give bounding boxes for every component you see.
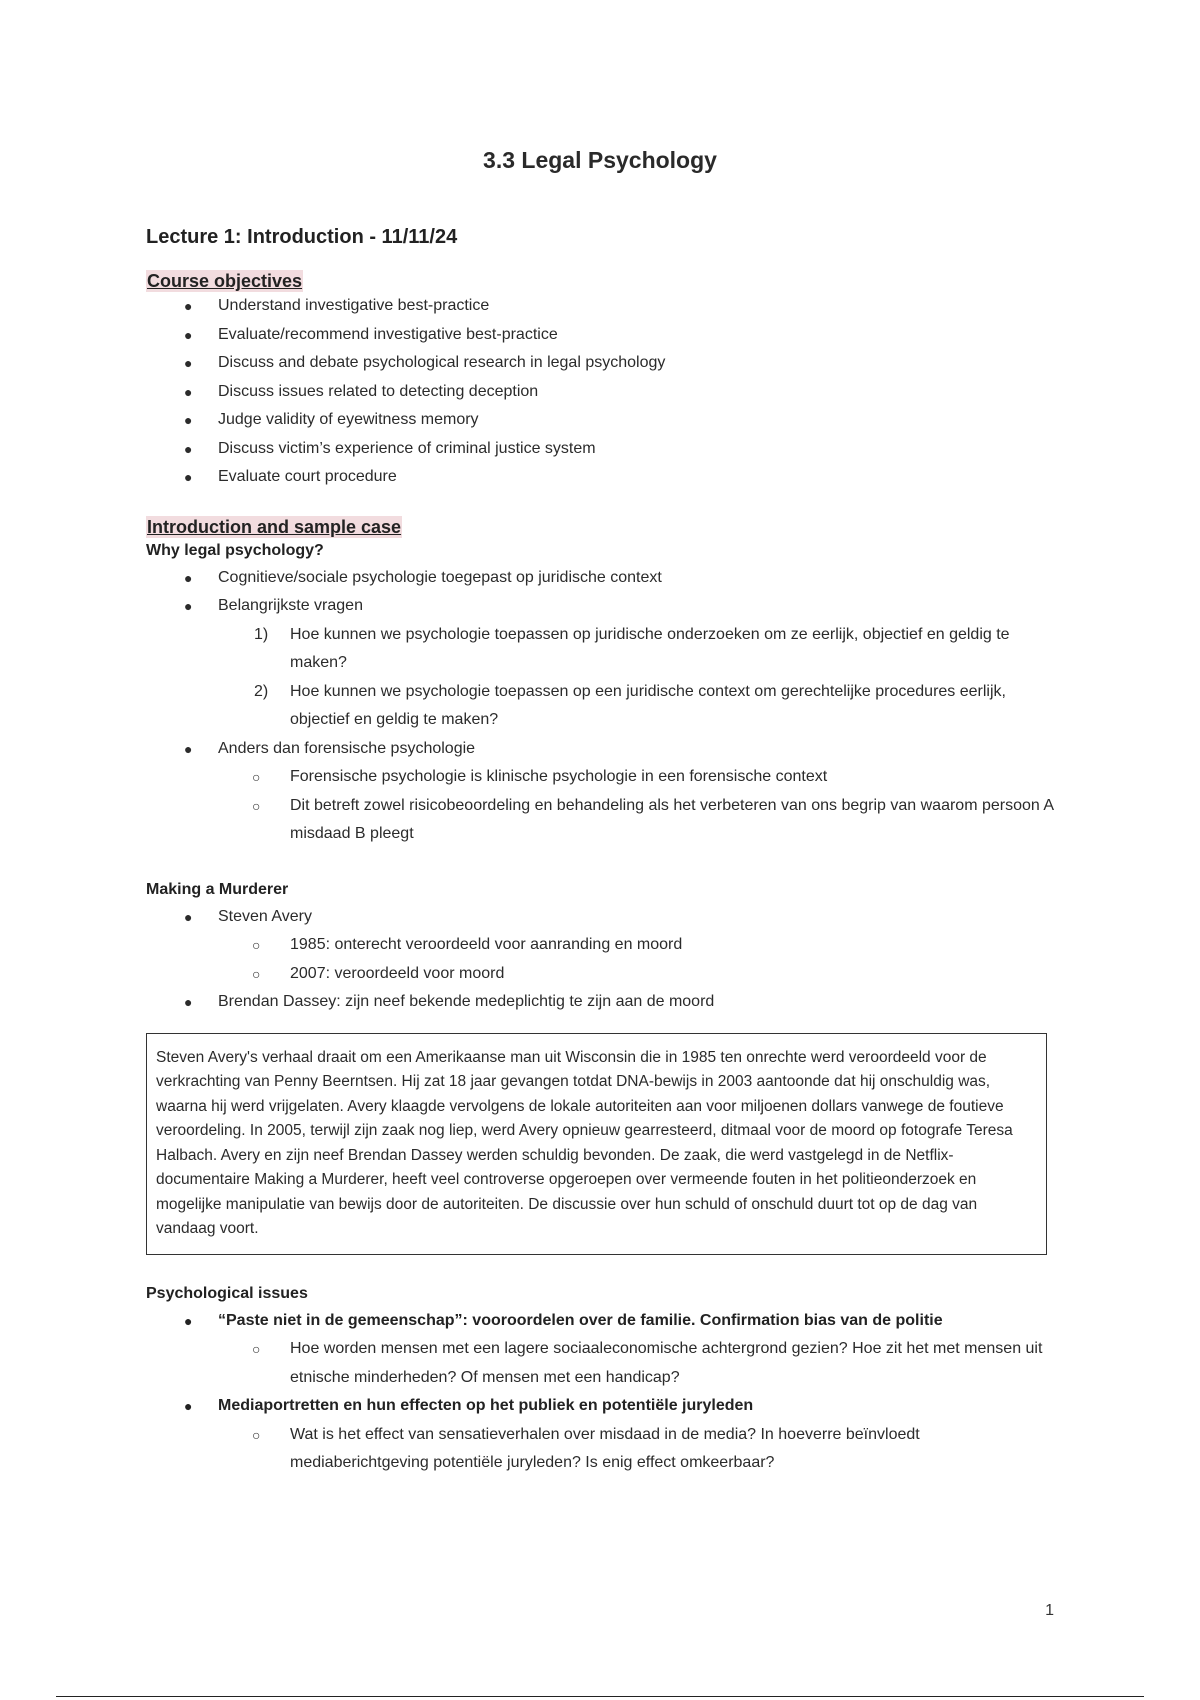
item-number: 1) [254,625,269,643]
bullet-icon: ● [184,412,193,428]
circle-bullet-icon: ○ [252,1426,261,1443]
bullet-icon: ● [184,740,193,757]
section-heading-introduction: Introduction and sample case [147,516,402,537]
bullet-icon: ● [184,908,193,925]
bullet-icon: ● [184,598,193,614]
numbered-item: 2) Hoe kunnen we psychologie toepassen op een juridische context om gerechtelijke procedures eerlijk, objectief en geldig te maken? [146,678,1056,735]
bullet-icon: ● [184,569,193,586]
list-item: ● Evaluate/recommend investigative best-practice [146,321,1056,350]
list-item: ● Judge validity of eyewitness memory [146,406,1056,435]
numbered-item: 1) Hoe kunnen we psychologie toepassen op juridische onderzoeken om ze eerlijk, objectief en geldig te maken? [146,621,1056,678]
bullet-icon: ● [184,326,193,343]
bullet-icon: ● [184,1312,193,1329]
list-item: ● Mediaportretten en hun effecten op het publiek en potentiële juryleden [146,1392,1056,1421]
bullet-icon: ● [184,994,193,1010]
bullet-icon: ● [184,355,193,371]
bullet-icon: ● [184,383,193,400]
bullet-icon: ● [184,1398,193,1414]
lecture-heading: Lecture 1: Introduction - 11/11/24 [146,226,458,248]
list-item: ● “Paste niet in de gemeenschap”: vooroordelen over de familie. Confirmation bias van de politie [146,1307,1056,1336]
psychological-issues-list [146,1307,1056,1478]
circle-bullet-icon: ○ [252,965,261,982]
page-number: 1 [1045,1602,1054,1619]
introduction-list [146,564,1056,849]
sub-list-item: ○ Forensische psychologie is klinische psychologie in een forensische context [146,763,1056,792]
list-item: ● Brendan Dassey: zijn neef bekende medeplichtig te zijn aan de moord [146,988,1056,1017]
list-item: ● Anders dan forensische psychologie [146,735,1056,764]
list-item: ● Discuss issues related to detecting deception [146,378,1056,407]
document-title: 3.3 Legal Psychology [483,147,717,173]
list-item: ● Discuss and debate psychological research in legal psychology [146,349,1056,378]
subheading-psychological-issues: Psychological issues [146,1284,308,1302]
list-item: ● Evaluate court procedure [146,463,1056,492]
making-a-murderer-list [146,903,1056,1017]
circle-bullet-icon: ○ [252,1341,261,1357]
bullet-icon: ● [184,298,193,314]
item-number: 2) [254,682,269,700]
sub-list-item: ○ 2007: veroordeeld voor moord [146,960,1056,989]
subheading-making-a-murderer: Making a Murderer [146,880,289,898]
list-item: ● Understand investigative best-practice [146,292,1056,321]
document-body [146,224,1056,1478]
list-item: ● Belangrijkste vragen [146,592,1056,621]
course-objectives-list [146,292,1056,492]
sub-list-item: ○ Hoe worden mensen met een lagere sociaaleconomische achtergrond gezien? Hoe zit het met mensen uit etnische minderheden? Of mensen met een handicap? [146,1335,1056,1392]
circle-bullet-icon: ○ [252,769,261,785]
section-heading-course-objectives: Course objectives [147,271,303,291]
sub-list-item: ○ Dit betreft zowel risicobeoordeling en behandeling als het verbeteren van ons begrip van waarom persoon A misdaad B pleegt [146,792,1056,849]
circle-bullet-icon: ○ [252,937,261,953]
bullet-icon: ● [184,469,193,485]
page-bottom-divider [56,1696,1144,1697]
bullet-icon: ● [184,440,193,457]
sub-list-item: ○ 1985: onterecht veroordeeld voor aanranding en moord [146,931,1056,960]
circle-bullet-icon: ○ [252,797,261,814]
list-item: ● Discuss victim’s experience of criminal justice system [146,435,1056,464]
list-item: ● Cognitieve/sociale psychologie toegepast op juridische context [146,564,1056,593]
list-item: ● Steven Avery [146,903,1056,932]
case-summary-box: Steven Avery's verhaal draait om een Amerikaanse man uit Wisconsin die in 1985 ten onrechte werd veroordeeld voor de verkrachting van Penny Beerntsen. Hij zat 18 jaar gevangen totdat DNA-bewijs in 2003 aantoonde dat hij onschuldig was, waarna hij werd vrijgelaten. Avery klaagde vervolgens de lokale autoriteiten aan voor miljoenen dollars vanwege de foutieve veroordeling. In 2005, terwijl zijn zaak nog liep, werd Avery opnieuw gearresteerd, ditmaal voor de moord op fotografe Teresa Halbach. Avery en zijn neef Brendan Dassey werden schuldig bevonden. De zaak, die werd vastgelegd in de Netflix-documentaire Making a Murderer, heeft veel controverse opgeroepen over vermeende fouten in het politieonderzoek en mogelijke manipulatie van bewijs door de autoriteiten. De discussie over hun schuld of onschuld duurt tot op de dag van vandaag voort. [146,1033,1047,1255]
sub-list-item: ○ Wat is het effect van sensatieverhalen over misdaad in de media? In hoeverre beïnvloedt mediaberichtgeving potentiële juryleden? Is enig effect omkeerbaar? [146,1421,1056,1478]
subheading-why-legal-psychology: Why legal psychology? [146,541,324,559]
